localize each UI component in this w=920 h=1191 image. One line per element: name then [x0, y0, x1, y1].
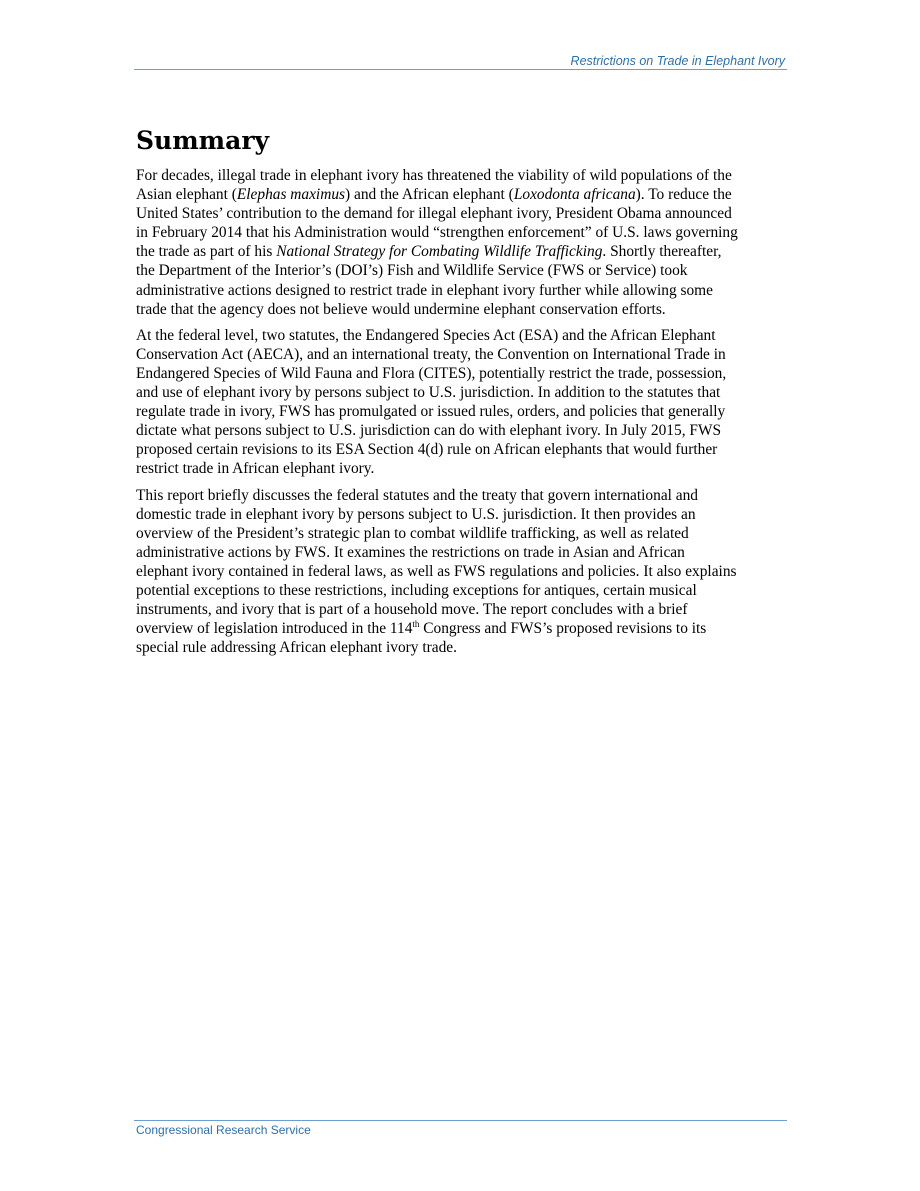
- paragraph-line: Conservation Act (AECA), and an international treaty, the Convention on International Trade in: [136, 345, 726, 363]
- summary-paragraph-1: [136, 166, 788, 319]
- species-name-african: Loxodonta africana: [513, 186, 636, 204]
- paragraph-line: domestic trade in elephant ivory by persons subject to U.S. jurisdiction. It then provides an: [136, 505, 696, 523]
- paragraph-line: special rule addressing African elephant ivory trade.: [136, 639, 457, 657]
- text-run: Congress and FWS’s proposed revisions to its: [419, 620, 707, 638]
- paragraph-line: elephant ivory contained in federal laws, as well as FWS regulations and policies. It also explains: [136, 562, 737, 580]
- strategy-title: National Strategy for Combating Wildlife Trafficking: [276, 243, 603, 261]
- paragraph-line: [136, 242, 788, 261]
- paragraph-line: potential exceptions to these restrictions, including exceptions for antiques, certain musical: [136, 581, 697, 599]
- species-name-asian: Elephas maximus: [236, 186, 346, 204]
- paragraph-line: in February 2014 that his Administration would “strengthen enforcement” of U.S. laws governing: [136, 224, 738, 242]
- text-run: ) and the African elephant (: [345, 186, 514, 204]
- paragraph-line: regulate trade in ivory, FWS has promulgated or issued rules, orders, and policies that generally: [136, 403, 726, 421]
- ordinal-suffix: th: [412, 619, 420, 630]
- text-run: overview of legislation introduced in the 114: [136, 620, 413, 638]
- header-divider: [134, 69, 787, 70]
- paragraph-line: [136, 619, 788, 638]
- summary-paragraph-2: [136, 326, 788, 479]
- paragraph-line: restrict trade in African elephant ivory.: [136, 460, 375, 478]
- paragraph-line: administrative actions designed to restrict trade in elephant ivory further while allowing some: [136, 281, 713, 299]
- paragraph-line: and use of elephant ivory by persons subject to U.S. jurisdiction. In addition to the statutes that: [136, 384, 721, 402]
- paragraph-line: administrative actions by FWS. It examines the restrictions on trade in Asian and African: [136, 543, 685, 561]
- paragraph-line: This report briefly discusses the federal statutes and the treaty that govern international and: [136, 486, 698, 504]
- footer-organization: Congressional Research Service: [136, 1123, 311, 1137]
- paragraph-line: dictate what persons subject to U.S. jurisdiction can do with elephant ivory. In July 2015, FWS: [136, 422, 722, 440]
- text-run: . Shortly thereafter,: [602, 243, 722, 261]
- paragraph-line: overview of the President’s strategic plan to combat wildlife trafficking, as well as related: [136, 524, 689, 542]
- running-header-title: Restrictions on Trade in Elephant Ivory: [570, 54, 785, 68]
- footer-divider: [134, 1120, 787, 1121]
- text-run: the trade as part of his: [136, 243, 277, 261]
- summary-heading: Summary: [136, 126, 270, 155]
- text-run: Asian elephant (: [136, 186, 237, 204]
- paragraph-line: For decades, illegal trade in elephant ivory has threatened the viability of wild populations of the: [136, 167, 732, 184]
- paragraph-line: Endangered Species of Wild Fauna and Flora (CITES), potentially restrict the trade, possession,: [136, 364, 727, 382]
- paragraph-line: the Department of the Interior’s (DOI’s) Fish and Wildlife Service (FWS or Service) took: [136, 262, 688, 280]
- summary-paragraph-3: [136, 486, 788, 658]
- summary-section: [136, 124, 788, 664]
- text-run: ). To reduce the: [635, 186, 732, 204]
- paragraph-line: United States’ contribution to the demand for illegal elephant ivory, President Obama announced: [136, 205, 732, 223]
- paragraph-line: instruments, and ivory that is part of a household move. The report concludes with a brief: [136, 601, 688, 619]
- paragraph-line: trade that the agency does not believe would undermine elephant conservation efforts.: [136, 300, 666, 318]
- paragraph-line: At the federal level, two statutes, the Endangered Species Act (ESA) and the African Elephant: [136, 326, 716, 344]
- paragraph-line: proposed certain revisions to its ESA Section 4(d) rule on African elephants that would further: [136, 441, 718, 459]
- paragraph-line: [136, 185, 788, 204]
